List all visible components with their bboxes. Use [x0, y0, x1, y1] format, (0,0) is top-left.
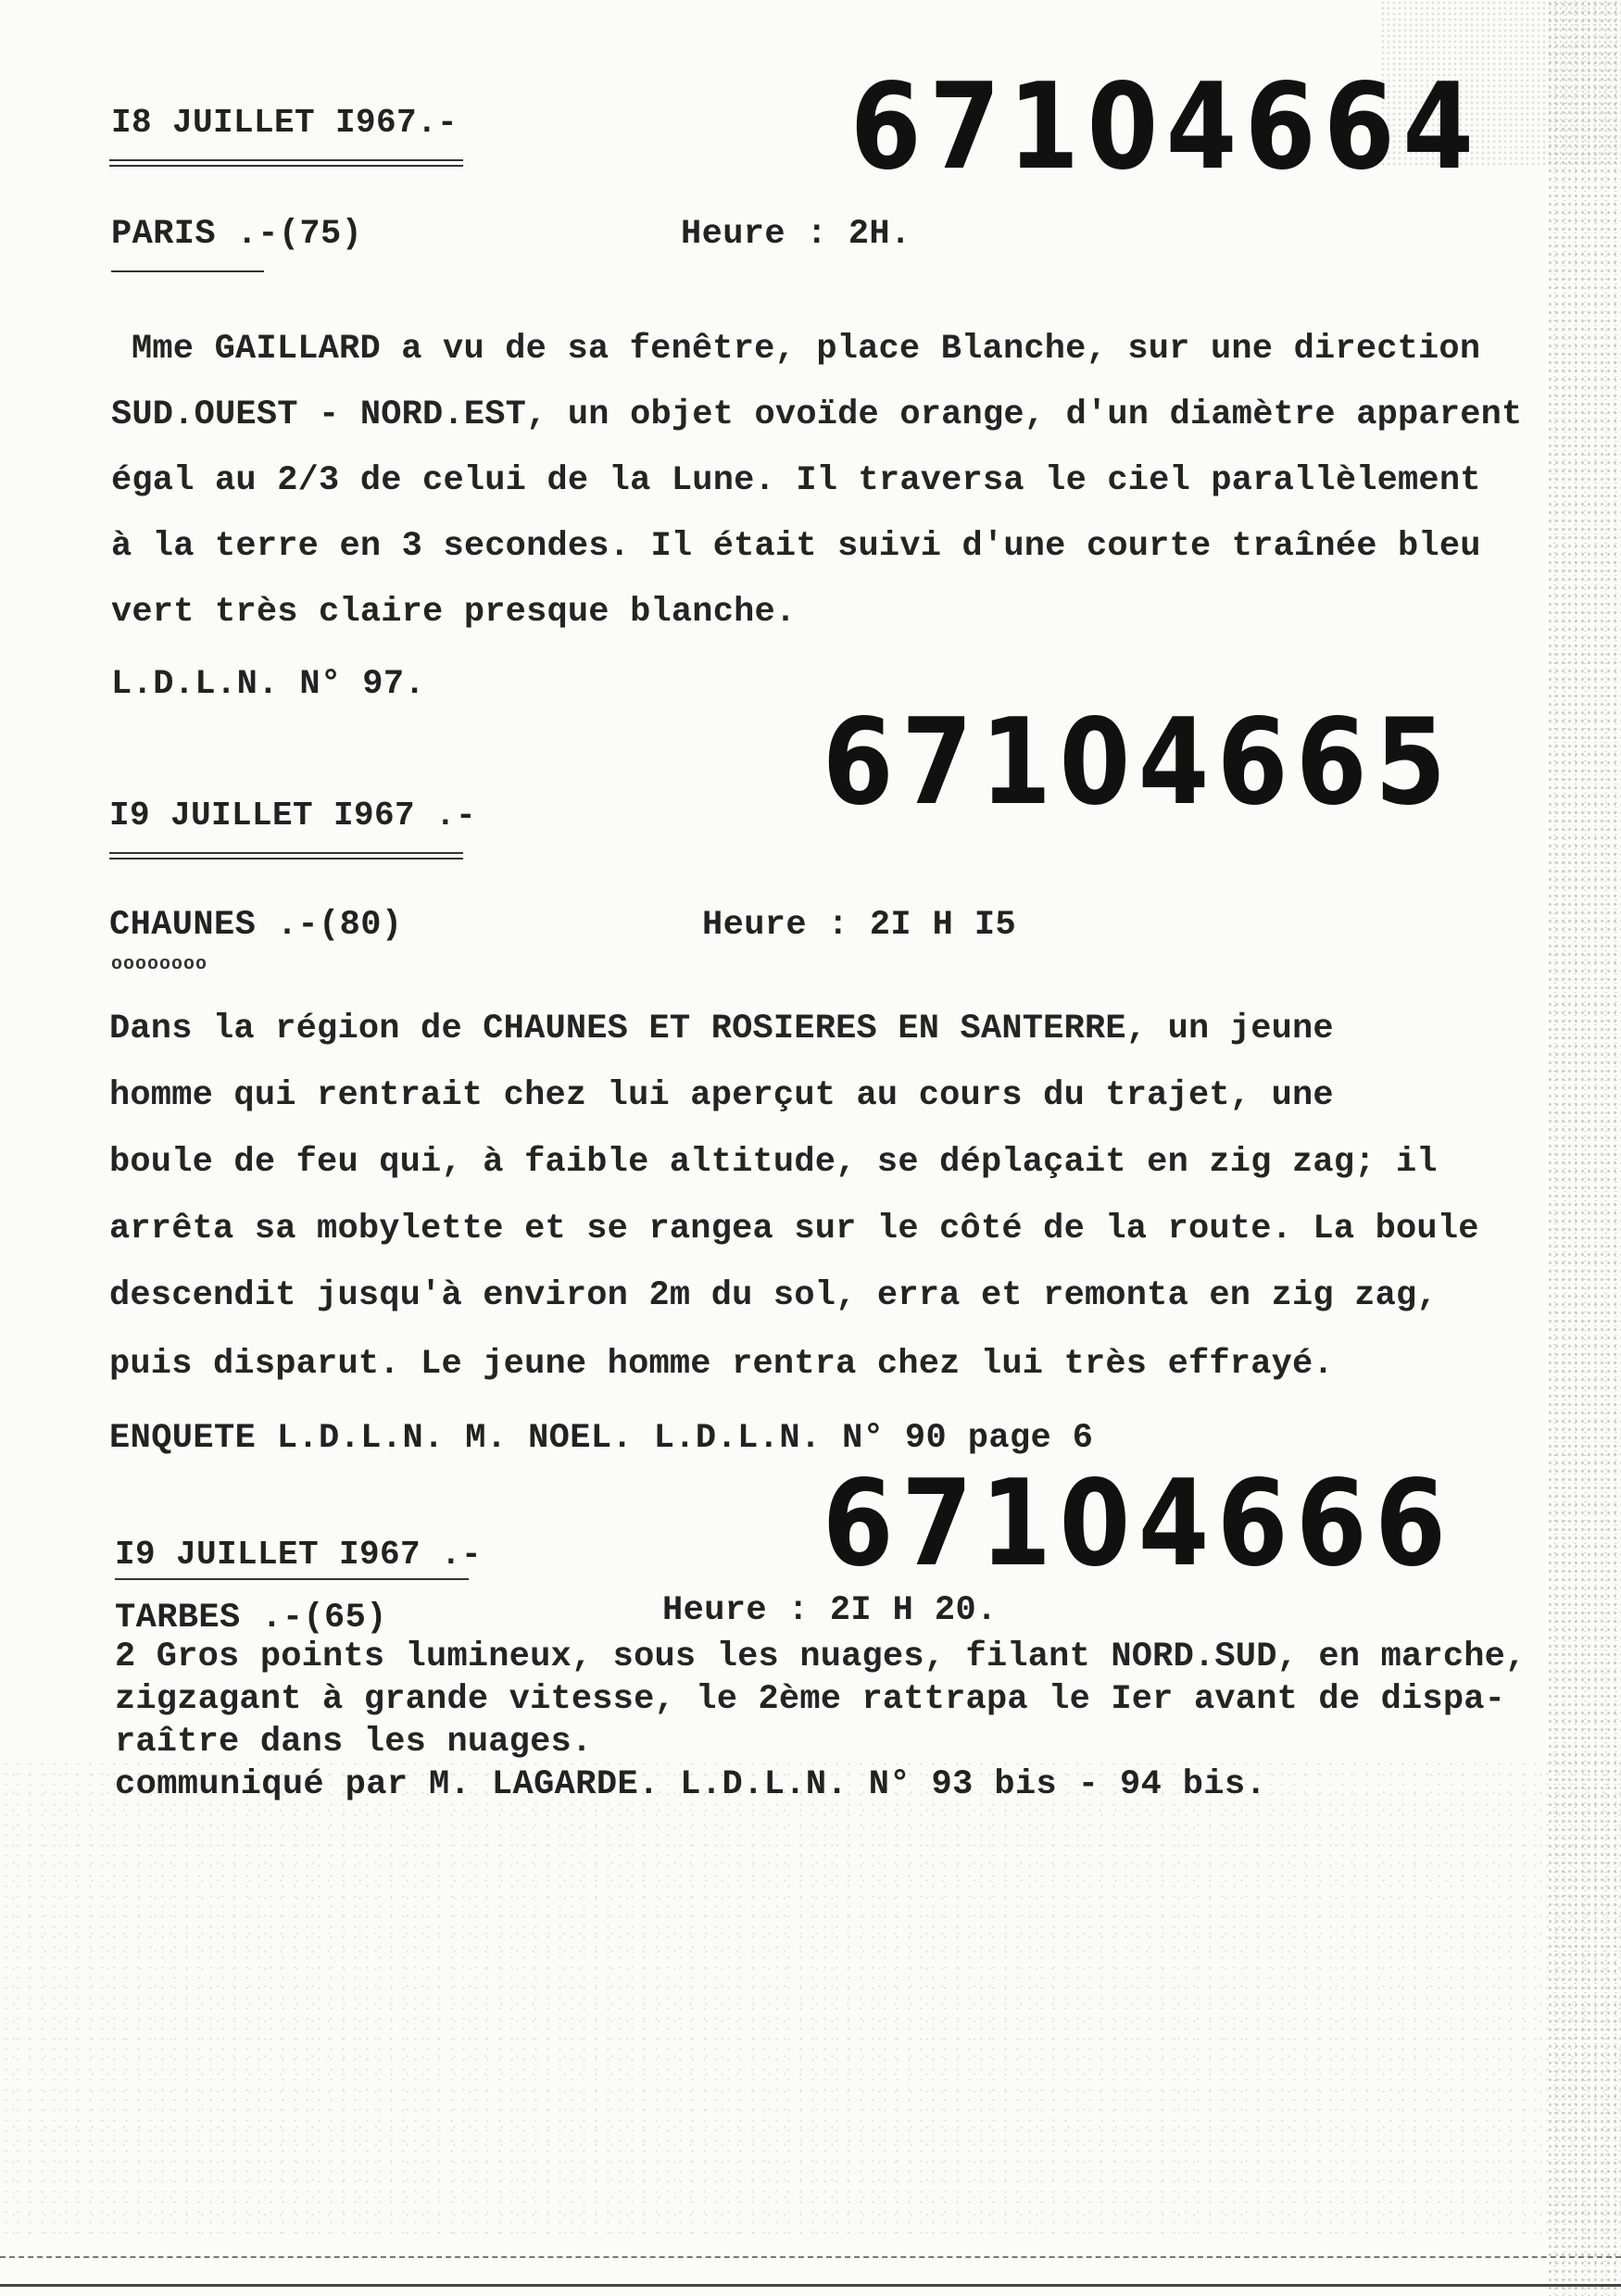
entry-3-reference: communiqué par M. LAGARDE. L.D.L.N. N° 93 bis - 94 bis. [115, 1765, 1267, 1804]
entry-3-date: I9 JUILLET I967 .- [115, 1536, 483, 1574]
entry-2-place: CHAUNES .-(80) [109, 906, 403, 945]
entry-2-line-5: descendit jusqu'à environ 2m du sol, erra et remonta en zig zag, [109, 1276, 1438, 1315]
entry-1-place-underline [111, 270, 264, 272]
entry-1-place: PARIS .-(75) [111, 215, 363, 254]
entry-1-date-underline [109, 159, 463, 167]
entry-2-line-3: boule de feu qui, à faible altitude, se déplaçait en zig zag; il [109, 1143, 1438, 1182]
entry-3-time: Heure : 2I H 20. [662, 1591, 998, 1630]
entry-3-line-3: raître dans les nuages. [115, 1723, 593, 1762]
entry-2-line-6: puis disparut. Le jeune homme rentra chez lui très effrayé. [109, 1345, 1334, 1384]
entry-2-line-2: homme qui rentrait chez lui aperçut au cours du trajet, une [109, 1076, 1334, 1115]
entry-1-date: I8 JUILLET I967.- [111, 104, 459, 142]
entry-2-stamp-number: 67104665 [823, 694, 1454, 832]
entry-3-line-1: 2 Gros points lumineux, sous les nuages, filant NORD.SUD, en marche, [115, 1637, 1527, 1676]
entry-3-stamp-number: 67104666 [823, 1455, 1454, 1593]
entry-2-line-4: arrêta sa mobylette et se rangea sur le côté de la route. La boule [109, 1210, 1479, 1248]
entry-1-line-1: Mme GAILLARD a vu de sa fenêtre, place Blanche, sur une direction [132, 330, 1481, 369]
entry-2-place-underline: oooooooo [111, 954, 208, 975]
entry-1-line-3: égal au 2/3 de celui de la Lune. Il traversa le ciel parallèlement [111, 461, 1481, 500]
page-bottom-dashed-edge [0, 2256, 1621, 2258]
entry-2-time: Heure : 2I H I5 [702, 906, 1017, 945]
page-bottom-edge [0, 2284, 1621, 2287]
entry-1-line-4: à la terre en 3 secondes. Il était suivi d'une courte traînée bleu [111, 527, 1481, 566]
entry-1-line-2: SUD.OUEST - NORD.EST, un objet ovoïde orange, d'un diamètre apparent [111, 395, 1523, 434]
entry-3-place: TARBES .-(65) [115, 1599, 387, 1637]
scan-noise-bottom [0, 1759, 1621, 2240]
entry-2-reference: ENQUETE L.D.L.N. M. NOEL. L.D.L.N. N° 90 page 6 [109, 1419, 1094, 1458]
entry-1-reference: L.D.L.N. N° 97. [111, 665, 426, 704]
entry-2-date-underline [109, 852, 463, 859]
entry-3-line-2: zigzagant à grande vitesse, le 2ème rattrapa le Ier avant de dispa- [115, 1680, 1506, 1719]
entry-1-line-5: vert très claire presque blanche. [111, 593, 797, 632]
entry-2-line-1: Dans la région de CHAUNES ET ROSIERES EN SANTERRE, un jeune [109, 1010, 1334, 1048]
entry-2-date: I9 JUILLET I967 .- [109, 797, 477, 834]
entry-1-stamp-number: 67104664 [850, 58, 1482, 196]
entry-1-time: Heure : 2H. [681, 215, 911, 254]
entry-3-date-underline [115, 1578, 469, 1580]
